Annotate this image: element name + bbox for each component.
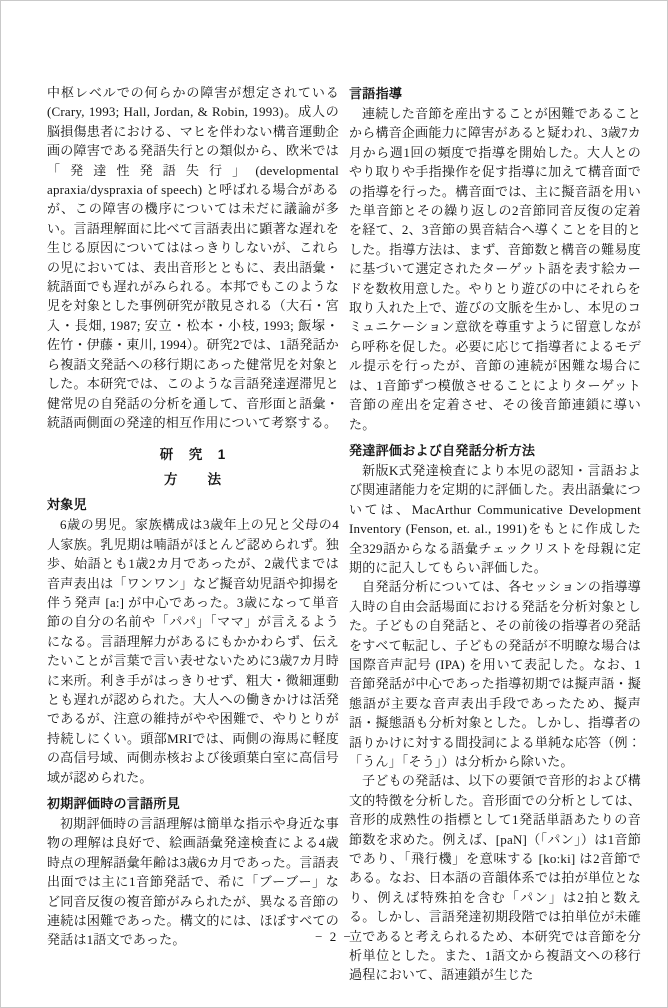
left-column bbox=[47, 83, 339, 950]
subject-paragraph: 6歳の男児。家族構成は3歳年上の兄と父母の4人家族。乳児期は喃語がほとんど認められず。独歩、始語とも1歳2カ月であったが、2歳代までは音声表出は「ワンワン」など擬音幼児語や抑揚を伴う発声 [a:] が中心であった。3歳になって単音節の自分の名前や「パパ」「ママ」が言えるようになる。言語理解力があるにもかかわらず、伝えたいことが言葉で言い表せないために3歳7カ月時に来所。利き手がはっきりせず、粗大・微細運動とも遅れが認められた。大人への働きかけは活発であるが、注意の維持がやや困難で、やりとりが持続しにくい。頭部MRIでは、両側の海馬に軽度の高信号域、両側赤核および後頭葉白室に高信号域が認められた。 bbox=[47, 517, 339, 785]
assessment-paragraph-1: 新版K式発達検査により本児の認知・言語および関連諸能力を定期的に評価した。表出語彙については、MacArthur Communicative Development Inventory (Fenson, et. al., 1991)をもとに作成した全329語からなる語彙チェックリストを母親に定期的に記入してもらい評価した。 bbox=[349, 462, 641, 575]
guidance-section-heading: 言語指導 bbox=[349, 86, 403, 101]
assessment-section-heading: 発達評価および自発話分析方法 bbox=[349, 442, 536, 458]
right-column bbox=[349, 83, 641, 985]
page-number: − 2 − bbox=[315, 929, 353, 944]
assessment-paragraph-2: 自発話分析については、各セッションの指導導入時の自由会話場面における発話を分析対象とした。子どもの自発話と、その前後の指導者の発話をすべて転記し、子どもの発話が不明瞭な場合は国際音声記号 (IPA) を用いて表記した。なお、1音節発話が中心であった指導初期では擬声語・擬態語が主要な音声表出手段であったため、擬声語・擬態語も分析対象とした。しかし、指導者の語りかけに対する間投詞による単純な応答（例：「うん」「そう」）は分析から除いた。 bbox=[349, 579, 641, 769]
initial-eval-paragraph: 初期評価時の言語理解は簡単な指示や身近な事物の理解は良好で、絵画語彙発達検査による4歳時点の理解語彙年齢は3歳6カ月であった。言語表出面では主に1音節発話で、希に「ブーブー」など同音反復の複音節がみられたが、異なる音節の連続は困難であった。構文的には、ほぼすべての発話は1語文であった。 bbox=[47, 816, 339, 948]
initial-eval-section-heading: 初期評価時の言語所見 bbox=[47, 796, 181, 811]
guidance-paragraph: 連続した音節を産出することが困難であることから構音企画能力に障害があると疑われ、3歳7カ月から週1回の頻度で指導を開始した。大人とのやり取りや手指操作を促す指導に加えて構音面での指導を行った。構音面では、主に擬音語を用いた単音節とその繰り返しの2音節同音反復の定着を経て、2、3音節の異音結合へ導くことを目的とした。指導方法は、まず、音節数と構音の難易度に基づいて選定されたターゲット語を表す絵カードを数枚用意した。やりとり遊びの中にそれらを取り入れた上で、遊びの文脈を生かし、本児のコミュニケーション意欲を尊重すように留意しながら呼称を促した。必要に応じて指導者によるモデル提示を行ったが、音節の連続が困難な場合には、1音節ずつ模倣させることによりターゲット音節の産出を定着させ、その後音節連鎖に導いた。 bbox=[349, 106, 641, 432]
method-heading: 方 法 bbox=[164, 472, 222, 488]
subject-section-heading: 対象児 bbox=[47, 497, 87, 513]
study1-heading: 研 究 1 bbox=[159, 447, 227, 463]
assessment-paragraph-3: 子どもの発話は、以下の要領で音形的および構文的特徴を分析した。音形面での分析としては、音形的成熟性の指標として1発話単語あたりの音節数を求めた。例えば、[paN]（「パン」）は1音節であり、「飛行機」を意味する [ko:ki] は2音節である。なお、日本語の音韻体系では拍が単位となり、例えば特殊拍を含む「パン」は2拍と数える。しかし、言語発達初期段階では拍単位が未確立であると考えられるため、本研究では音節を分析単位とした。また、1語文から複語文への移行過程において、語連鎖が生じた bbox=[349, 773, 641, 983]
intro-paragraph: 中枢レベルでの何らかの障害が想定されている(Crary, 1993; Hall, Jordan, & Robin, 1993)。成人の脳損傷患者における、マヒを伴わない構音運動企画の障害である発語失行との類似から、欧米では「発達性発語失行」(developmental apraxia/dyspraxia of speech) と呼ばれる場合があるが、この障害の機序については未だに議論が多い。言語理解面に比べて言語表出に顕著な遅れを生じる原因についてははっきりしないが、これらの児においては、表出音形とともに、表出語彙・統語面でも遅れがみられる。本邦でもこのような児を対象とした事例研究が散見される（大石・宮入・長畑, 1987; 安立・松本・小枝, 1993; 飯塚・佐竹・伊藤・東川, 1994）。研究2では、1語発話から複語文発話への移行期にあった健常児を対象とした。本研究では、このような言語発達遅滞児と健常児の自発話の分析を通して、音形面と語彙・統語両側面の発達的相互作用について考察する。 bbox=[47, 85, 339, 430]
